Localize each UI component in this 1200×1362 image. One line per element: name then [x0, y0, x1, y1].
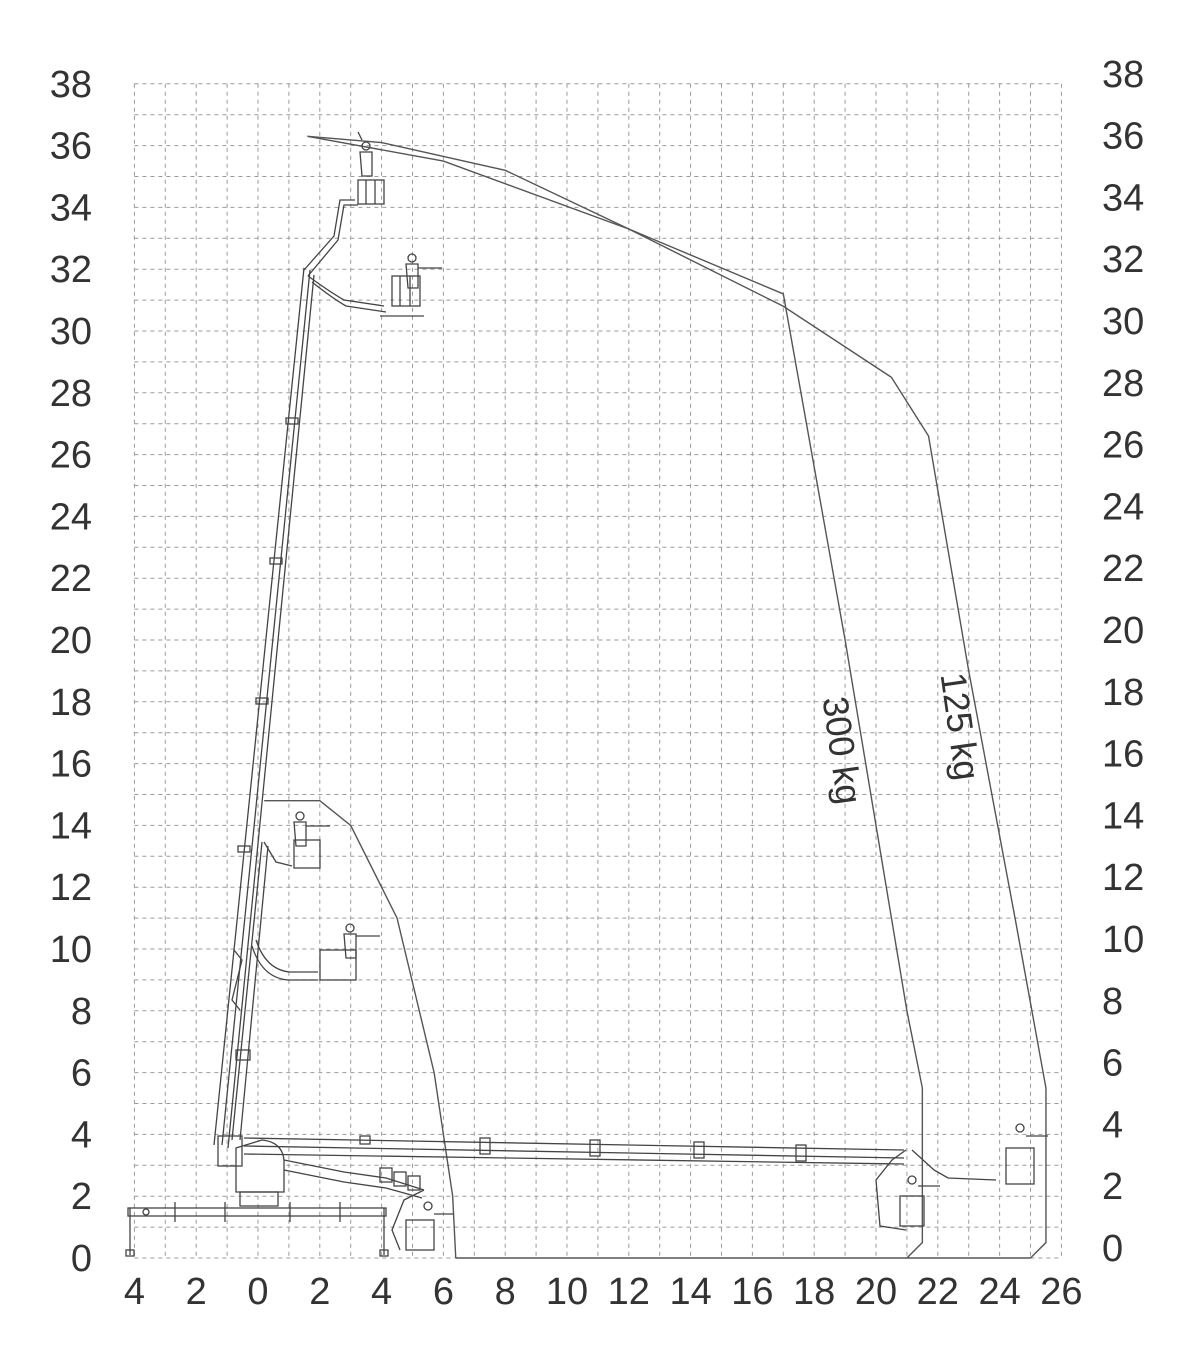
x-tick-label: 8 — [494, 1271, 516, 1313]
y-tick-label-right: 14 — [1102, 795, 1145, 838]
load-curve-3 — [264, 801, 456, 1258]
y-tick-label-left: 14 — [49, 805, 92, 848]
y-tick-label-left: 32 — [49, 249, 92, 292]
y-tick-label-left: 18 — [49, 681, 92, 724]
boom-horizontal — [244, 1124, 1048, 1230]
y-tick-label-left: 12 — [49, 867, 92, 910]
y-tick-label-right: 22 — [1102, 548, 1145, 591]
x-tick-label: 10 — [545, 1271, 589, 1313]
y-tick-label-right: 4 — [1102, 1104, 1124, 1147]
y-tick-label-right: 6 — [1102, 1042, 1124, 1085]
y-tick-label-left: 2 — [70, 1176, 92, 1219]
y-tick-label-right: 18 — [1102, 671, 1145, 714]
y-tick-label-left: 38 — [49, 63, 92, 106]
y-tick-label-left: 20 — [49, 620, 92, 662]
y-tick-label-right: 38 — [1102, 53, 1145, 96]
x-tick-label: 12 — [607, 1271, 650, 1313]
y-tick-label-left: 34 — [49, 187, 92, 230]
y-tick-label-right: 30 — [1102, 301, 1145, 343]
x-tick-label: 4 — [123, 1271, 145, 1313]
y-tick-label-right: 32 — [1102, 239, 1145, 282]
x-tick-label: 2 — [309, 1271, 331, 1313]
y-tick-label-left: 0 — [70, 1238, 92, 1280]
x-tick-label: 6 — [432, 1271, 454, 1313]
x-tick-label: 14 — [669, 1271, 712, 1313]
y-tick-label-left: 24 — [49, 496, 92, 539]
y-tick-label-right: 16 — [1102, 733, 1145, 776]
y-axis-ticks-right — [1102, 54, 1144, 1270]
load-curve-labels — [815, 670, 989, 807]
y-tick-label-right: 10 — [1102, 919, 1145, 961]
load-curve-label: 125 kg — [932, 669, 989, 783]
x-tick-label: 16 — [731, 1271, 774, 1313]
x-tick-label: 24 — [978, 1271, 1021, 1313]
y-tick-label-left: 8 — [70, 990, 92, 1033]
y-tick-label-right: 20 — [1102, 610, 1145, 652]
y-tick-label-right: 2 — [1102, 1166, 1124, 1209]
working-envelope — [264, 136, 1046, 1258]
x-tick-label: 4 — [371, 1271, 393, 1313]
x-tick-label: 22 — [916, 1271, 959, 1313]
y-tick-label-left: 26 — [49, 434, 92, 477]
x-tick-label: 2 — [185, 1271, 207, 1313]
y-tick-label-left: 16 — [49, 743, 92, 786]
x-tick-label: 18 — [793, 1271, 836, 1313]
y-tick-label-left: 30 — [49, 311, 92, 353]
y-tick-label-left: 28 — [49, 372, 92, 415]
y-tick-label-right: 8 — [1102, 980, 1124, 1023]
y-tick-label-left: 36 — [49, 125, 92, 168]
y-tick-label-right: 28 — [1102, 362, 1145, 405]
y-axis-ticks-left — [50, 64, 92, 1280]
y-tick-label-right: 24 — [1102, 486, 1145, 529]
x-tick-label: 0 — [247, 1271, 269, 1313]
x-tick-label: 20 — [854, 1271, 898, 1313]
y-tick-label-left: 6 — [70, 1052, 92, 1095]
y-tick-label-right: 0 — [1102, 1228, 1124, 1270]
boom-low — [284, 1160, 454, 1250]
y-tick-label-left: 22 — [49, 558, 92, 601]
y-tick-label-right: 36 — [1102, 115, 1145, 158]
y-tick-label-left: 4 — [70, 1114, 92, 1157]
load-curve-2 — [307, 136, 1046, 1258]
x-tick-label: 26 — [1040, 1271, 1083, 1313]
load-curve-label: 300 kg — [814, 693, 871, 807]
y-tick-label-right: 26 — [1102, 424, 1145, 467]
y-tick-label-left: 10 — [49, 929, 92, 971]
x-axis-ticks — [124, 1271, 1083, 1313]
boom-mid — [232, 812, 380, 1140]
y-tick-label-right: 34 — [1102, 177, 1145, 220]
y-tick-label-right: 12 — [1102, 857, 1145, 900]
grid — [134, 84, 1061, 1258]
